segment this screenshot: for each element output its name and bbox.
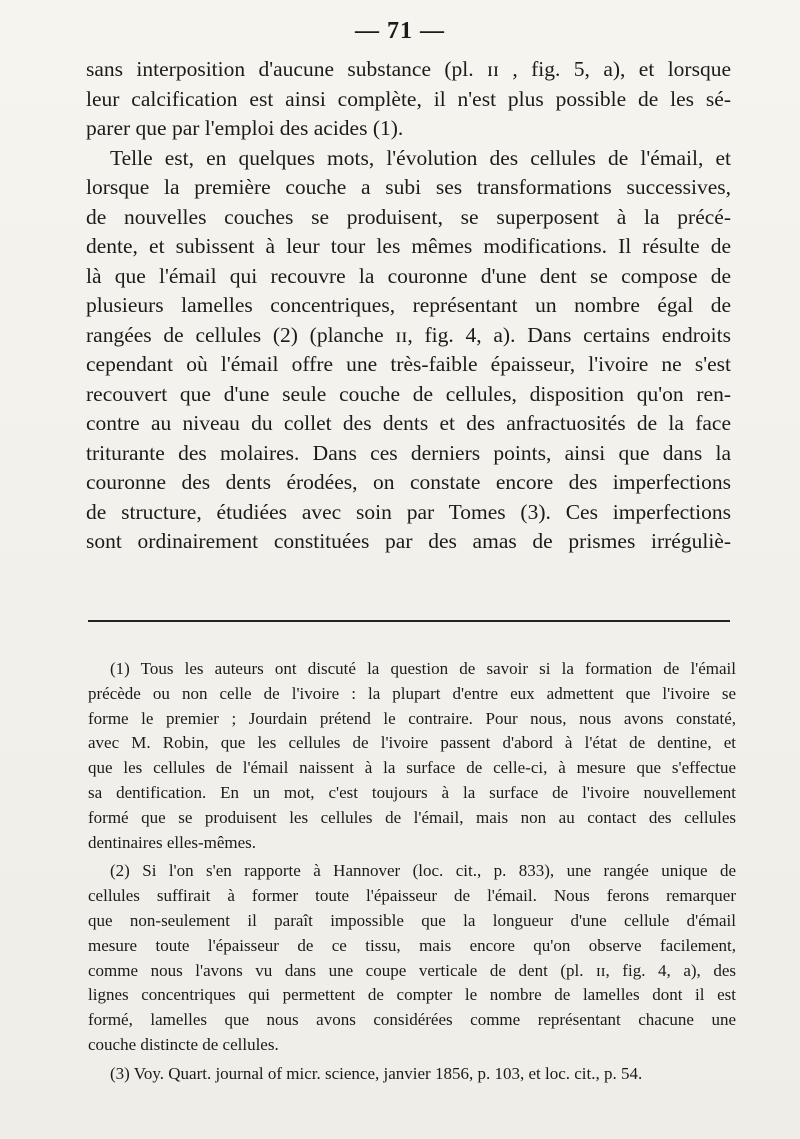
main-text (86, 55, 731, 557)
footnote-line: cellules suffirait à former toute l'épaisseur de l'émail. Nous ferons remarquer (88, 886, 736, 906)
text-line: plusieurs lamelles concentriques, représentant un nombre égal de (86, 293, 731, 317)
footnote-line: formé, lamelles que nous avons considérées comme représentant chacune une (88, 1010, 736, 1030)
footnote-line: dentinaires elles-mêmes. (88, 832, 257, 852)
footnote-line: comme nous l'avons vu dans une coupe verticale de dent (pl. ɪɪ, fig. 4, a), des (88, 960, 736, 980)
text-line: sans interposition d'aucune substance (pl. ɪɪ , fig. 5, a), et lorsque (86, 57, 731, 81)
footnote-line: formé que se produisent les cellules de l'émail, mais non au contact des cellules (88, 807, 736, 827)
text-line: de structure, étudiées avec soin par Tomes (3). Ces imperfections (86, 499, 731, 524)
text-line: leur calcification est ainsi complète, il n'est plus possible de les sé- (86, 86, 731, 111)
footnote-line: (3) Voy. Quart. journal of micr. science, janvier 1856, p. 103, et loc. cit., p. 54. (110, 1063, 643, 1083)
footnote-line: que les cellules de l'émail naissent à la surface de celle-ci, à mesure que s'effectue (88, 758, 736, 778)
footnote-line: précède ou non celle de l'ivoire : la plupart d'entre eux admettent que l'ivoire se (88, 683, 736, 703)
text-line: de nouvelles couches se produisent, se superposent à la précé- (86, 204, 731, 229)
footnote-line: lignes concentriques qui permettent de compter le nombre de lamelles dont il est (88, 985, 736, 1005)
text-line: Telle est, en quelques mots, l'évolution des cellules de l'émail, et (110, 145, 731, 170)
footnote-line: forme le premier ; Jourdain prétend le contraire. Pour nous, nous avons constaté, (88, 708, 736, 728)
text-line: rangées de cellules (2) (planche ɪɪ, fig. 4, a). Dans certains endroits (86, 322, 731, 347)
text-line: sont ordinairement constituées par des amas de prismes irréguliè- (86, 529, 731, 553)
text-line: là que l'émail qui recouvre la couronne d'une dent se compose de (86, 263, 731, 288)
page-number: — 71 — (355, 18, 445, 44)
footnote-line: (2) Si l'on s'en rapporte à Hannover (loc. cit., p. 833), une rangée unique de (110, 861, 736, 881)
text-line: recouvert que d'une seule couche de cellules, disposition qu'on ren- (86, 381, 731, 406)
footnote-line: que non-seulement il paraît impossible que la longueur d'une cellule d'émail (88, 910, 736, 930)
text-line: parer que par l'emploi des acides (1). (86, 116, 404, 140)
text-line: lorsque la première couche a subi ses transformations successives, (86, 175, 731, 199)
footnote-line: mesure toute l'épaisseur de ce tissu, mais encore qu'on observe facilement, (88, 935, 736, 955)
text-line: couronne des dents érodées, on constate encore des imperfections (86, 470, 731, 494)
text-line: cependant où l'émail offre une très-faible épaisseur, l'ivoire ne s'est (86, 352, 731, 376)
text-line: contre au niveau du collet des dents et des anfractuosités de la face (86, 411, 731, 435)
footnote-line: sa dentification. En un mot, c'est toujours à la surface de l'ivoire nouvellement (88, 782, 736, 802)
footnote-line: (1) Tous les auteurs ont discuté la question de savoir si la formation de l'émail (110, 659, 736, 678)
footnote-line: couche distincte de cellules. (88, 1034, 279, 1054)
footnotes (88, 657, 736, 1087)
text-line: dente, et subissent à leur tour les mêmes modifications. Il résulte de (86, 234, 731, 258)
footnote-line: avec M. Robin, que les cellules de l'ivoire passent d'abord à l'état de dentine, et (88, 733, 736, 753)
text-line: triturante des molaires. Dans ces derniers points, ainsi que dans la (86, 440, 731, 465)
footnote-separator (88, 620, 730, 622)
